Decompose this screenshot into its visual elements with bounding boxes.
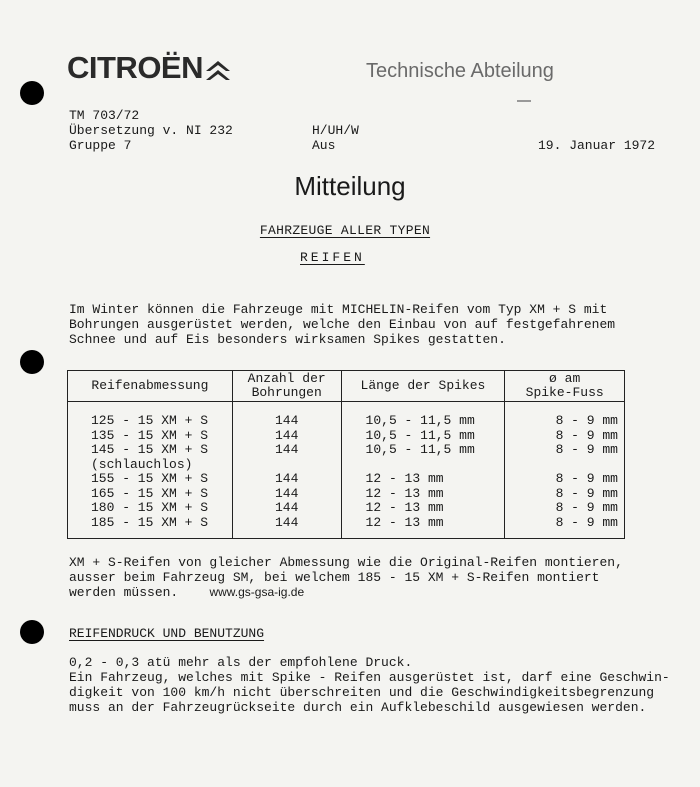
- intro-line: Im Winter können die Fahrzeuge mit MICHELIN-Reifen vom Typ XM + S mit: [69, 302, 608, 317]
- table-cell: 10,5 - 11,5 mm: [365, 442, 475, 457]
- brand-name: CITROËN: [67, 50, 203, 85]
- pressure-line: 0,2 - 0,3 atü mehr als der empfohlene Druck.: [69, 655, 413, 670]
- table-cell: 144: [274, 471, 299, 486]
- header-size: Reifenabmessung: [68, 371, 233, 402]
- table-cell: 8 - 9 mm: [555, 427, 618, 443]
- table-cell: 8 - 9 mm: [555, 471, 618, 486]
- website-watermark: www.gs-gsa-ig.de: [209, 585, 305, 599]
- date-label: 19. Januar 1972: [538, 138, 656, 153]
- table-cell: 144: [274, 427, 299, 443]
- group-label: Gruppe 7: [69, 138, 132, 153]
- header-dia-line: Spike-Fuss: [525, 385, 604, 400]
- double-chevron-icon: [205, 59, 231, 81]
- spike-spec-table: [67, 370, 625, 539]
- intro-line: Schnee und auf Eis besonders wirksamen Spikes gestatten.: [69, 332, 506, 347]
- header-count-line: Anzahl der: [247, 371, 326, 386]
- meta-middle: [312, 123, 359, 153]
- note-line: [69, 585, 623, 600]
- table-cell: 185 - 15 XM + S: [91, 514, 209, 530]
- table-cell: 155 - 15 XM + S: [91, 471, 209, 486]
- table-cell: 8 - 9 mm: [555, 514, 618, 530]
- header-length: Länge der Spikes: [341, 371, 505, 402]
- section-heading: REIFEN: [300, 250, 365, 265]
- table-cell: 8 - 9 mm: [555, 485, 618, 501]
- note-line: ausser beim Fahrzeug SM, bei welchem 185 - 15 XM + S-Reifen montiert: [69, 570, 600, 585]
- mounting-note: [69, 555, 623, 600]
- table-cell: 144: [274, 442, 299, 457]
- table-cell: 8 - 9 mm: [555, 413, 618, 428]
- table-cell: 12 - 13 mm: [365, 514, 444, 530]
- table-cell: 10,5 - 11,5 mm: [365, 427, 475, 443]
- department-label: Technische Abteilung: [366, 60, 554, 82]
- table-cell: 12 - 13 mm: [365, 500, 444, 515]
- note-line: XM + S-Reifen von gleicher Abmessung wie die Original-Reifen montieren,: [69, 555, 623, 570]
- table-cell: 12 - 13 mm: [365, 485, 444, 501]
- punch-hole-top: [20, 81, 44, 105]
- code-label: H/UH/W: [312, 123, 359, 138]
- table-cell: (schlauchlos): [91, 456, 193, 472]
- table-header-row: [68, 371, 625, 402]
- table-cell: 145 - 15 XM + S: [91, 442, 209, 457]
- citroen-logo: [67, 50, 231, 86]
- count-column: [232, 402, 341, 539]
- length-column: [341, 402, 505, 539]
- table-cell: [233, 458, 341, 473]
- usage-line: digkeit von 100 km/h nicht überschreiten und die Geschwindigkeitsbegrenzung: [69, 685, 655, 700]
- table-cell: 180 - 15 XM + S: [91, 500, 209, 515]
- divider-dash: [517, 100, 531, 102]
- reference-number: TM 703/72: [69, 108, 140, 123]
- punch-hole-middle: [20, 350, 44, 374]
- table-cell: 165 - 15 XM + S: [91, 485, 209, 501]
- table-cell: 144: [274, 514, 299, 530]
- size-column: [68, 402, 233, 539]
- usage-line: Ein Fahrzeug, welches mit Spike - Reifen ausgerüstet ist, darf eine Geschwin-: [69, 670, 670, 685]
- table-cell: 135 - 15 XM + S: [91, 427, 209, 443]
- note-line-text: werden müssen.: [69, 585, 179, 600]
- punch-hole-bottom: [20, 620, 44, 644]
- header-dia-line: ø am: [549, 371, 581, 386]
- intro-line: Bohrungen ausgerüstet werden, welche den Einbau von auf festgefahrenem: [69, 317, 616, 332]
- translation-ref: Übersetzung v. NI 232: [69, 123, 233, 138]
- header-diameter: [505, 371, 625, 402]
- usage-paragraph: [69, 655, 670, 715]
- section2-heading: REIFENDRUCK UND BENUTZUNG: [69, 626, 265, 641]
- table-cell: 10,5 - 11,5 mm: [365, 413, 475, 428]
- meta-left: [69, 108, 233, 153]
- table-cell: 144: [274, 485, 299, 501]
- table-cell: 8 - 9 mm: [555, 500, 618, 515]
- intro-paragraph: [69, 302, 615, 347]
- subtitle: FAHRZEUGE ALLER TYPEN: [259, 223, 431, 238]
- table-cell: 125 - 15 XM + S: [91, 413, 209, 428]
- header-count: [232, 371, 341, 402]
- table-cell: 144: [274, 500, 299, 515]
- table-cell: 144: [274, 413, 299, 428]
- usage-line: muss an der Fahrzeugrückseite durch ein Aufklebeschild ausgewiesen werden.: [69, 700, 647, 715]
- header-count-line: Bohrungen: [251, 385, 322, 400]
- origin-label: Aus: [312, 138, 336, 153]
- table-cell: [366, 458, 505, 473]
- table-cell: [505, 458, 618, 473]
- table-cell: 8 - 9 mm: [555, 442, 618, 457]
- diameter-column: [505, 402, 625, 539]
- page-title: Mitteilung: [294, 171, 406, 201]
- table-cell: 12 - 13 mm: [365, 471, 444, 486]
- table-body-row: [68, 402, 625, 539]
